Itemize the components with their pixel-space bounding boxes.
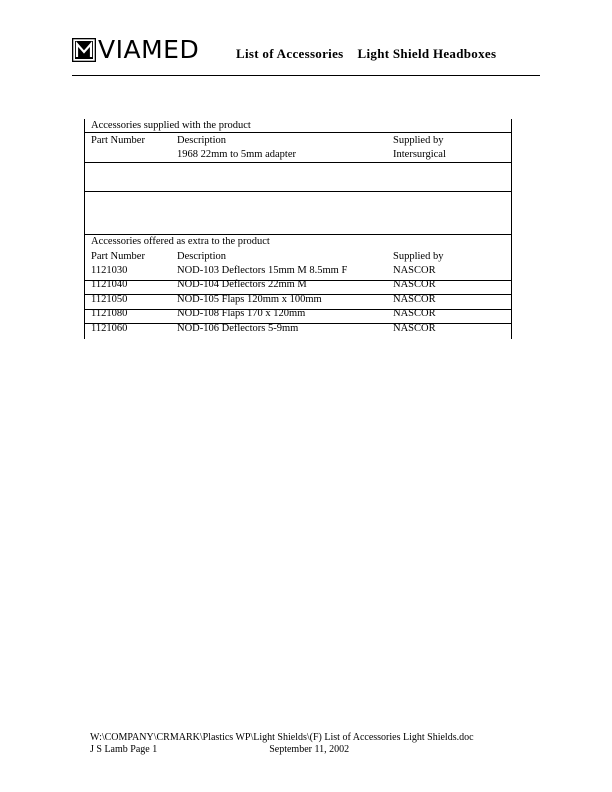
extras-row-part: 1121030 (91, 265, 128, 276)
footer-author-page: J S Lamb Page 1 (90, 744, 158, 755)
viamed-logo-mark-icon (72, 38, 96, 62)
table-rule (85, 234, 511, 235)
extras-row-part: 1121060 (91, 323, 128, 334)
extras-row-supplier: NASCOR (393, 308, 436, 319)
footer-meta-line (90, 744, 474, 756)
document-header-title (236, 46, 496, 62)
extras-row-supplier: NASCOR (393, 323, 436, 334)
extras-row-description: NOD-105 Flaps 120mm x 100mm (177, 294, 322, 305)
footer-date: September 11, 2002 (269, 744, 350, 755)
table-rule (85, 191, 511, 192)
supplied-header-part: Part Number (91, 135, 145, 146)
extras-row-description: NOD-103 Deflectors 15mm M 8.5mm F (177, 265, 348, 276)
extras-row-part: 1121040 (91, 279, 128, 290)
extras-row-supplier: NASCOR (393, 279, 436, 290)
accessories-table (84, 119, 512, 339)
supplied-header-description: Description (177, 135, 226, 146)
page-footer (90, 732, 474, 756)
supplied-row-supplier: Intersurgical (393, 149, 446, 160)
supplied-header-supplier: Supplied by (393, 135, 444, 146)
header-divider (72, 75, 540, 76)
extras-row-description: NOD-104 Deflectors 22mm M (177, 279, 307, 290)
extras-row-part: 1121050 (91, 294, 128, 305)
viamed-logo (72, 36, 199, 62)
table-rule (85, 162, 511, 163)
supplied-row-description: 1968 22mm to 5mm adapter (177, 149, 296, 160)
extras-header-description: Description (177, 251, 226, 262)
extras-section-title: Accessories offered as extra to the product (91, 236, 270, 247)
extras-row-description: NOD-108 Flaps 170 x 120mm (177, 308, 306, 319)
supplied-section-title: Accessories supplied with the product (91, 120, 251, 131)
table-rule (85, 132, 511, 133)
extras-row-description: NOD-106 Deflectors 5-9mm (177, 323, 299, 334)
doc-title: List of Accessories (236, 46, 344, 61)
footer-file-path: W:\COMPANY\CRMARK\Plastics WP\Light Shields\(F) List of Accessories Light Shields.doc (90, 732, 474, 743)
product-name: Light Shield Headboxes (357, 46, 497, 61)
extras-row-part: 1121080 (91, 308, 128, 319)
extras-header-part: Part Number (91, 251, 145, 262)
extras-row-supplier: NASCOR (393, 294, 436, 305)
extras-header-supplier: Supplied by (393, 251, 444, 262)
brand-name: VIAMED (98, 35, 200, 64)
extras-row-supplier: NASCOR (393, 265, 436, 276)
